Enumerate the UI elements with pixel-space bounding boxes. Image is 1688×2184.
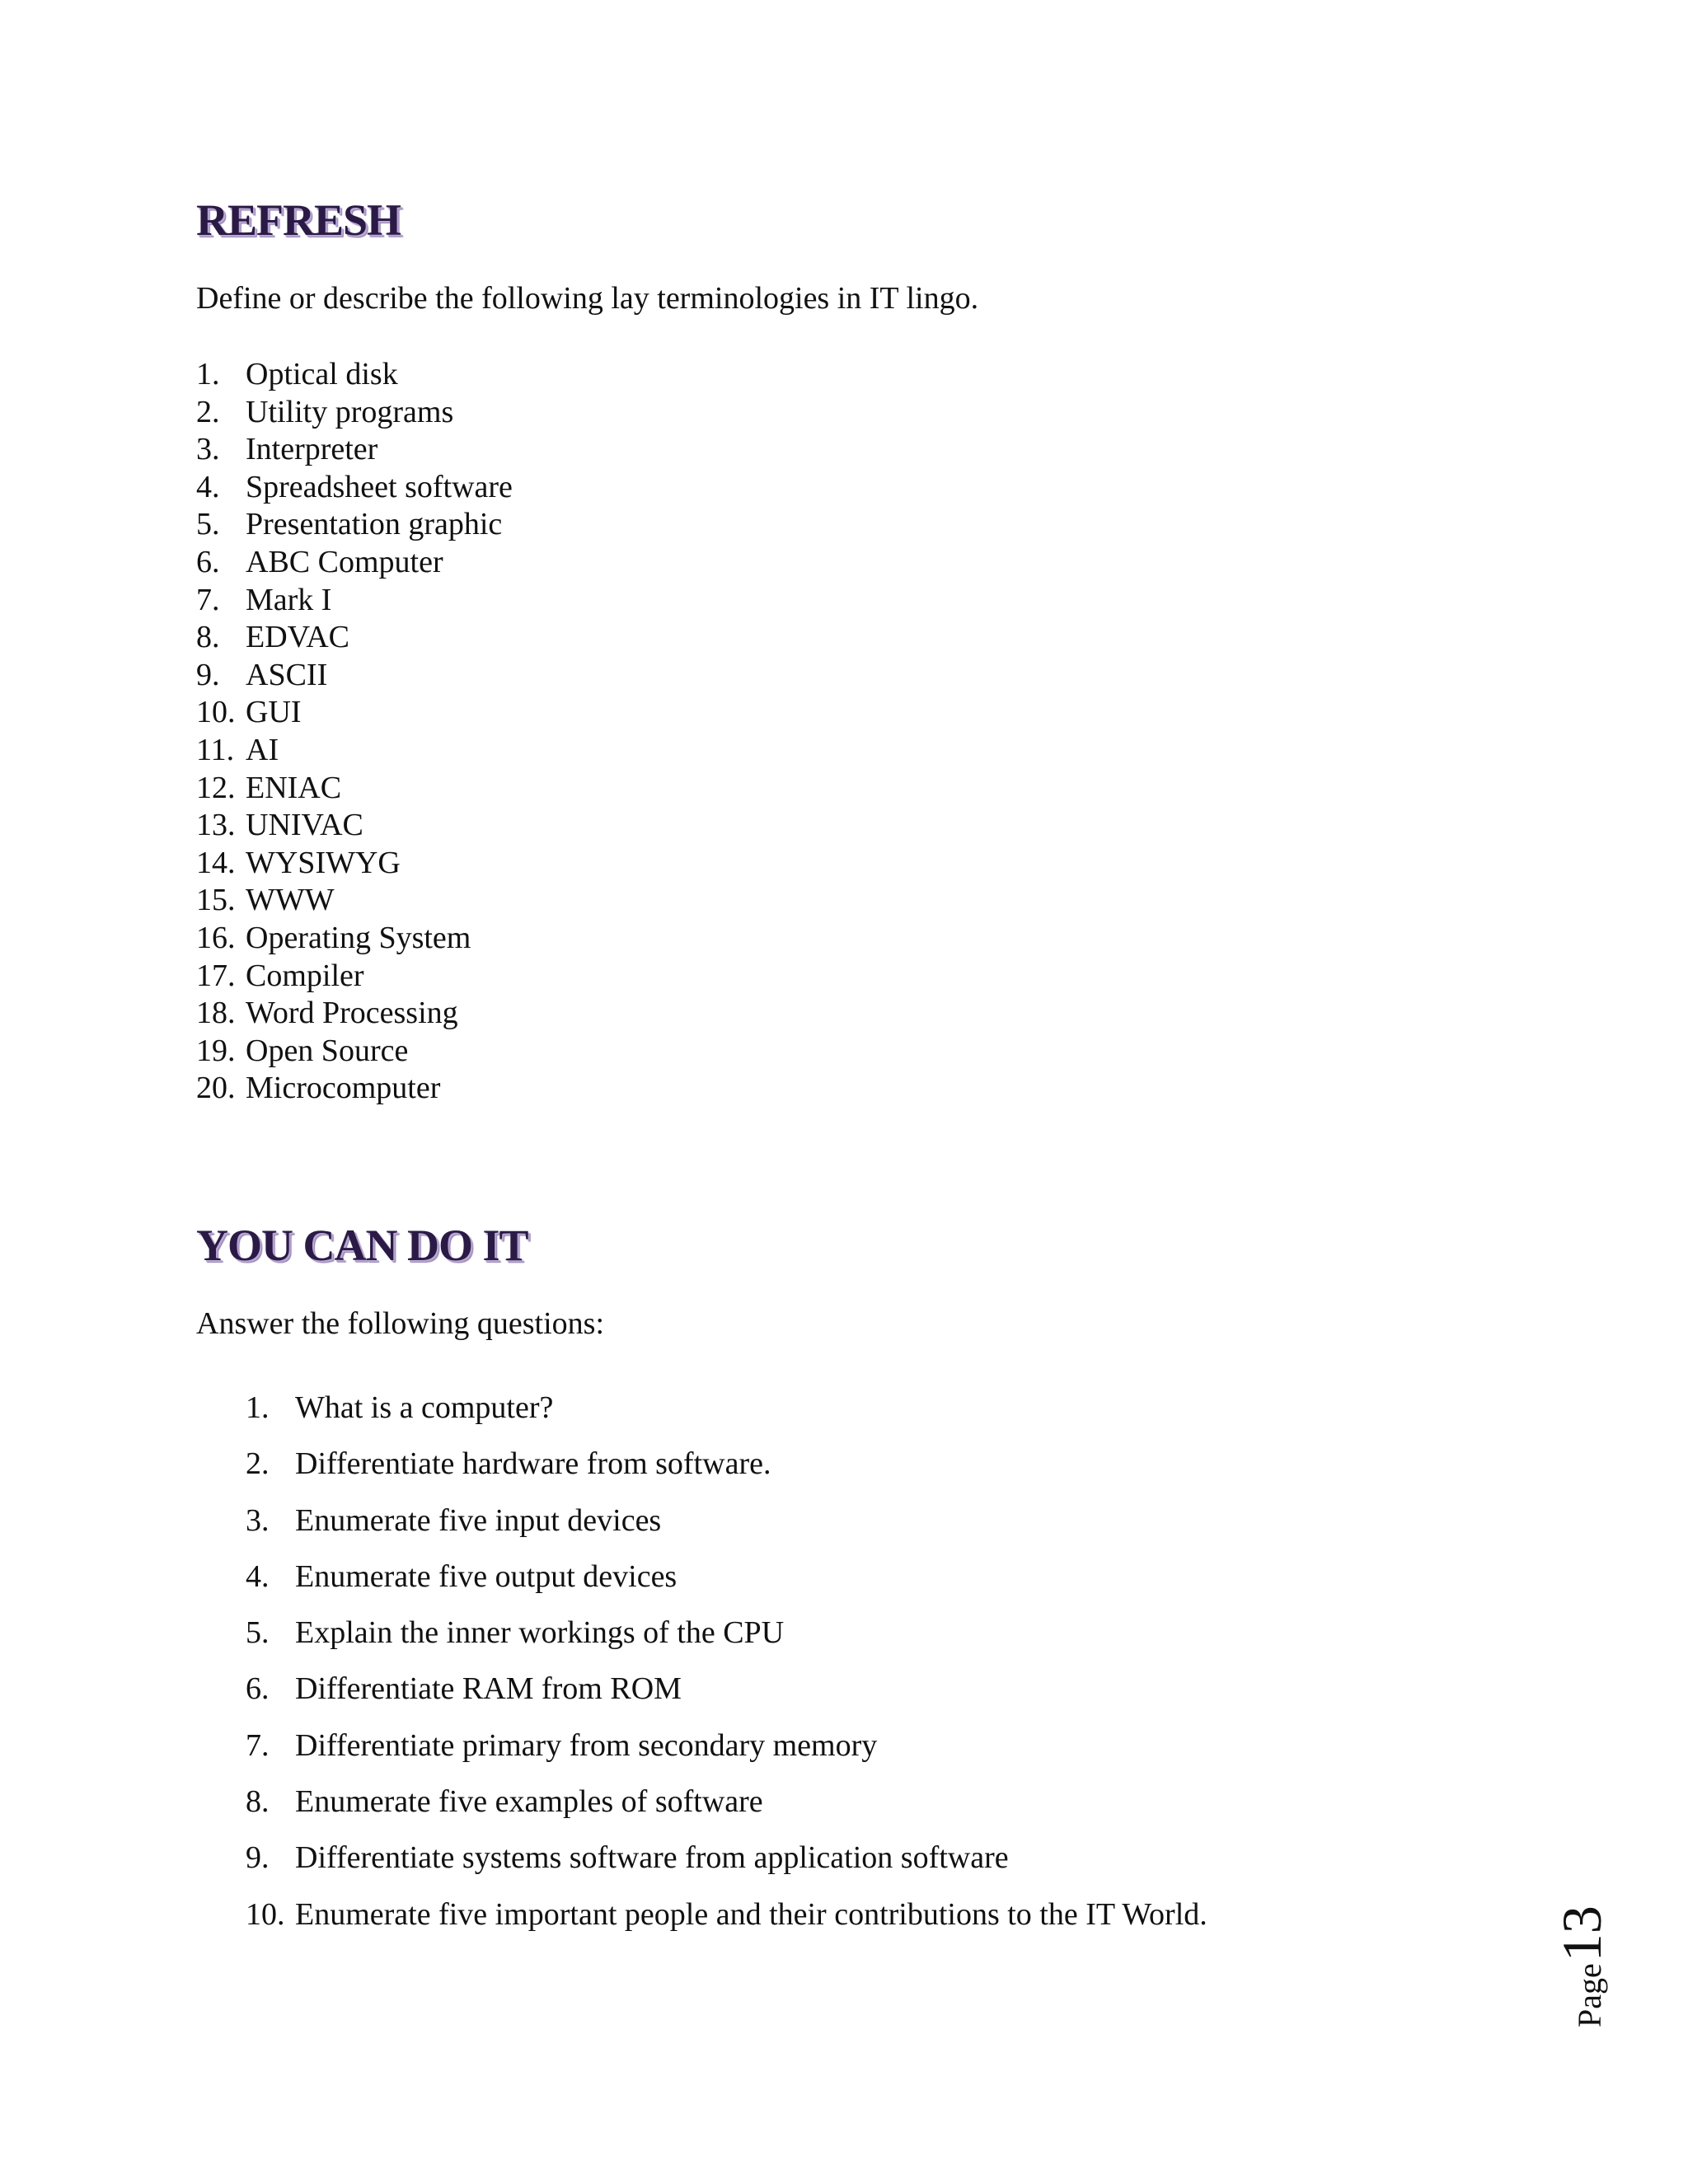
item-number: 10. (246, 1896, 285, 1932)
item-text: Microcomputer (246, 1071, 441, 1106)
item-text: Presentation graphic (246, 507, 503, 542)
item-text: UNIVAC (246, 808, 363, 843)
item-number: 1. (246, 1390, 270, 1425)
list-item (196, 506, 513, 544)
page-label: Page (1571, 1963, 1608, 2027)
item-text: Explain the inner workings of the CPU (295, 1615, 785, 1651)
list-item (246, 1886, 1207, 1943)
list-item (196, 770, 513, 808)
item-text: Differentiate primary from secondary memory (295, 1727, 878, 1763)
list-item (246, 1436, 1207, 1492)
item-number: 8. (196, 620, 220, 655)
list-item (196, 807, 513, 845)
refresh-intro: Define or describe the following lay terminologies in IT lingo. (196, 281, 979, 316)
item-text: Enumerate five important people and their contributions to the IT World. (295, 1896, 1207, 1932)
item-text: Spreadsheet software (246, 469, 513, 504)
item-number: 19. (196, 1033, 236, 1068)
list-item (246, 1718, 1207, 1774)
page-footer-label (1550, 1905, 1615, 2027)
list-item (196, 882, 513, 920)
item-number: 13. (196, 808, 236, 843)
item-number: 4. (196, 469, 220, 504)
item-number: 4. (246, 1558, 270, 1594)
item-number: 20. (196, 1071, 236, 1106)
list-item (246, 1605, 1207, 1661)
list-item (246, 1830, 1207, 1886)
item-text: ASCII (246, 657, 328, 692)
item-text: ENIAC (246, 770, 342, 805)
you-can-do-it-heading: YOU CAN DO IT (196, 1221, 528, 1270)
item-number: 6. (246, 1671, 270, 1707)
item-text: GUI (246, 695, 302, 730)
item-text: Open Source (246, 1033, 409, 1068)
item-number: 6. (196, 544, 220, 579)
item-text: Enumerate five examples of software (295, 1784, 763, 1820)
item-text: Interpreter (246, 432, 378, 467)
item-text: EDVAC (246, 620, 349, 655)
list-item (196, 1033, 513, 1071)
list-item (196, 619, 513, 657)
refresh-list (196, 356, 513, 1108)
list-item (246, 1549, 1207, 1605)
item-text: Differentiate RAM from ROM (295, 1671, 682, 1707)
item-number: 14. (196, 845, 236, 880)
list-item (246, 1380, 1207, 1436)
item-number: 3. (246, 1502, 270, 1538)
list-item (196, 694, 513, 732)
refresh-heading: REFRESH (196, 195, 401, 245)
list-item (196, 469, 513, 507)
item-number: 7. (246, 1727, 270, 1763)
item-number: 5. (196, 507, 220, 542)
item-number: 7. (196, 582, 220, 617)
item-text: What is a computer? (295, 1390, 554, 1425)
list-item (196, 657, 513, 695)
item-text: Operating System (246, 920, 471, 955)
item-number: 16. (196, 920, 236, 955)
item-number: 9. (246, 1840, 270, 1876)
list-item (196, 732, 513, 770)
list-item (196, 356, 513, 394)
list-item (196, 544, 513, 582)
item-text: Enumerate five input devices (295, 1502, 662, 1538)
item-number: 1. (196, 357, 220, 391)
questions-intro: Answer the following questions: (196, 1306, 605, 1341)
item-text: WYSIWYG (246, 845, 401, 880)
item-number: 11. (196, 732, 235, 767)
list-item (196, 394, 513, 432)
item-text: Utility programs (246, 394, 454, 429)
list-item (196, 1070, 513, 1108)
list-item (246, 1661, 1207, 1717)
page-footer (1550, 1896, 1613, 2027)
item-text: AI (246, 732, 279, 767)
item-text: Compiler (246, 958, 364, 993)
list-item (196, 431, 513, 469)
item-number: 18. (196, 996, 236, 1031)
item-number: 12. (196, 770, 236, 805)
list-item (196, 845, 513, 883)
item-text: Word Processing (246, 996, 458, 1031)
list-item (196, 582, 513, 620)
item-text: WWW (246, 883, 335, 918)
list-item (196, 958, 513, 996)
list-item (196, 995, 513, 1033)
item-number: 3. (196, 432, 220, 467)
list-item (196, 920, 513, 958)
item-number: 17. (196, 958, 236, 993)
list-item (246, 1493, 1207, 1549)
page-number: 13 (1550, 1905, 1613, 1962)
item-text: Enumerate five output devices (295, 1558, 678, 1594)
item-number: 9. (196, 657, 220, 692)
questions-list (246, 1380, 1207, 1943)
item-text: Differentiate systems software from application software (295, 1840, 1009, 1876)
item-number: 2. (246, 1446, 270, 1482)
item-number: 15. (196, 883, 236, 918)
item-text: Differentiate hardware from software. (295, 1446, 771, 1482)
list-item (246, 1774, 1207, 1830)
item-number: 5. (246, 1615, 270, 1651)
item-number: 8. (246, 1784, 270, 1820)
item-number: 2. (196, 394, 220, 429)
item-number: 10. (196, 695, 236, 730)
item-text: ABC Computer (246, 544, 443, 579)
item-text: Optical disk (246, 357, 398, 391)
item-text: Mark I (246, 582, 332, 617)
